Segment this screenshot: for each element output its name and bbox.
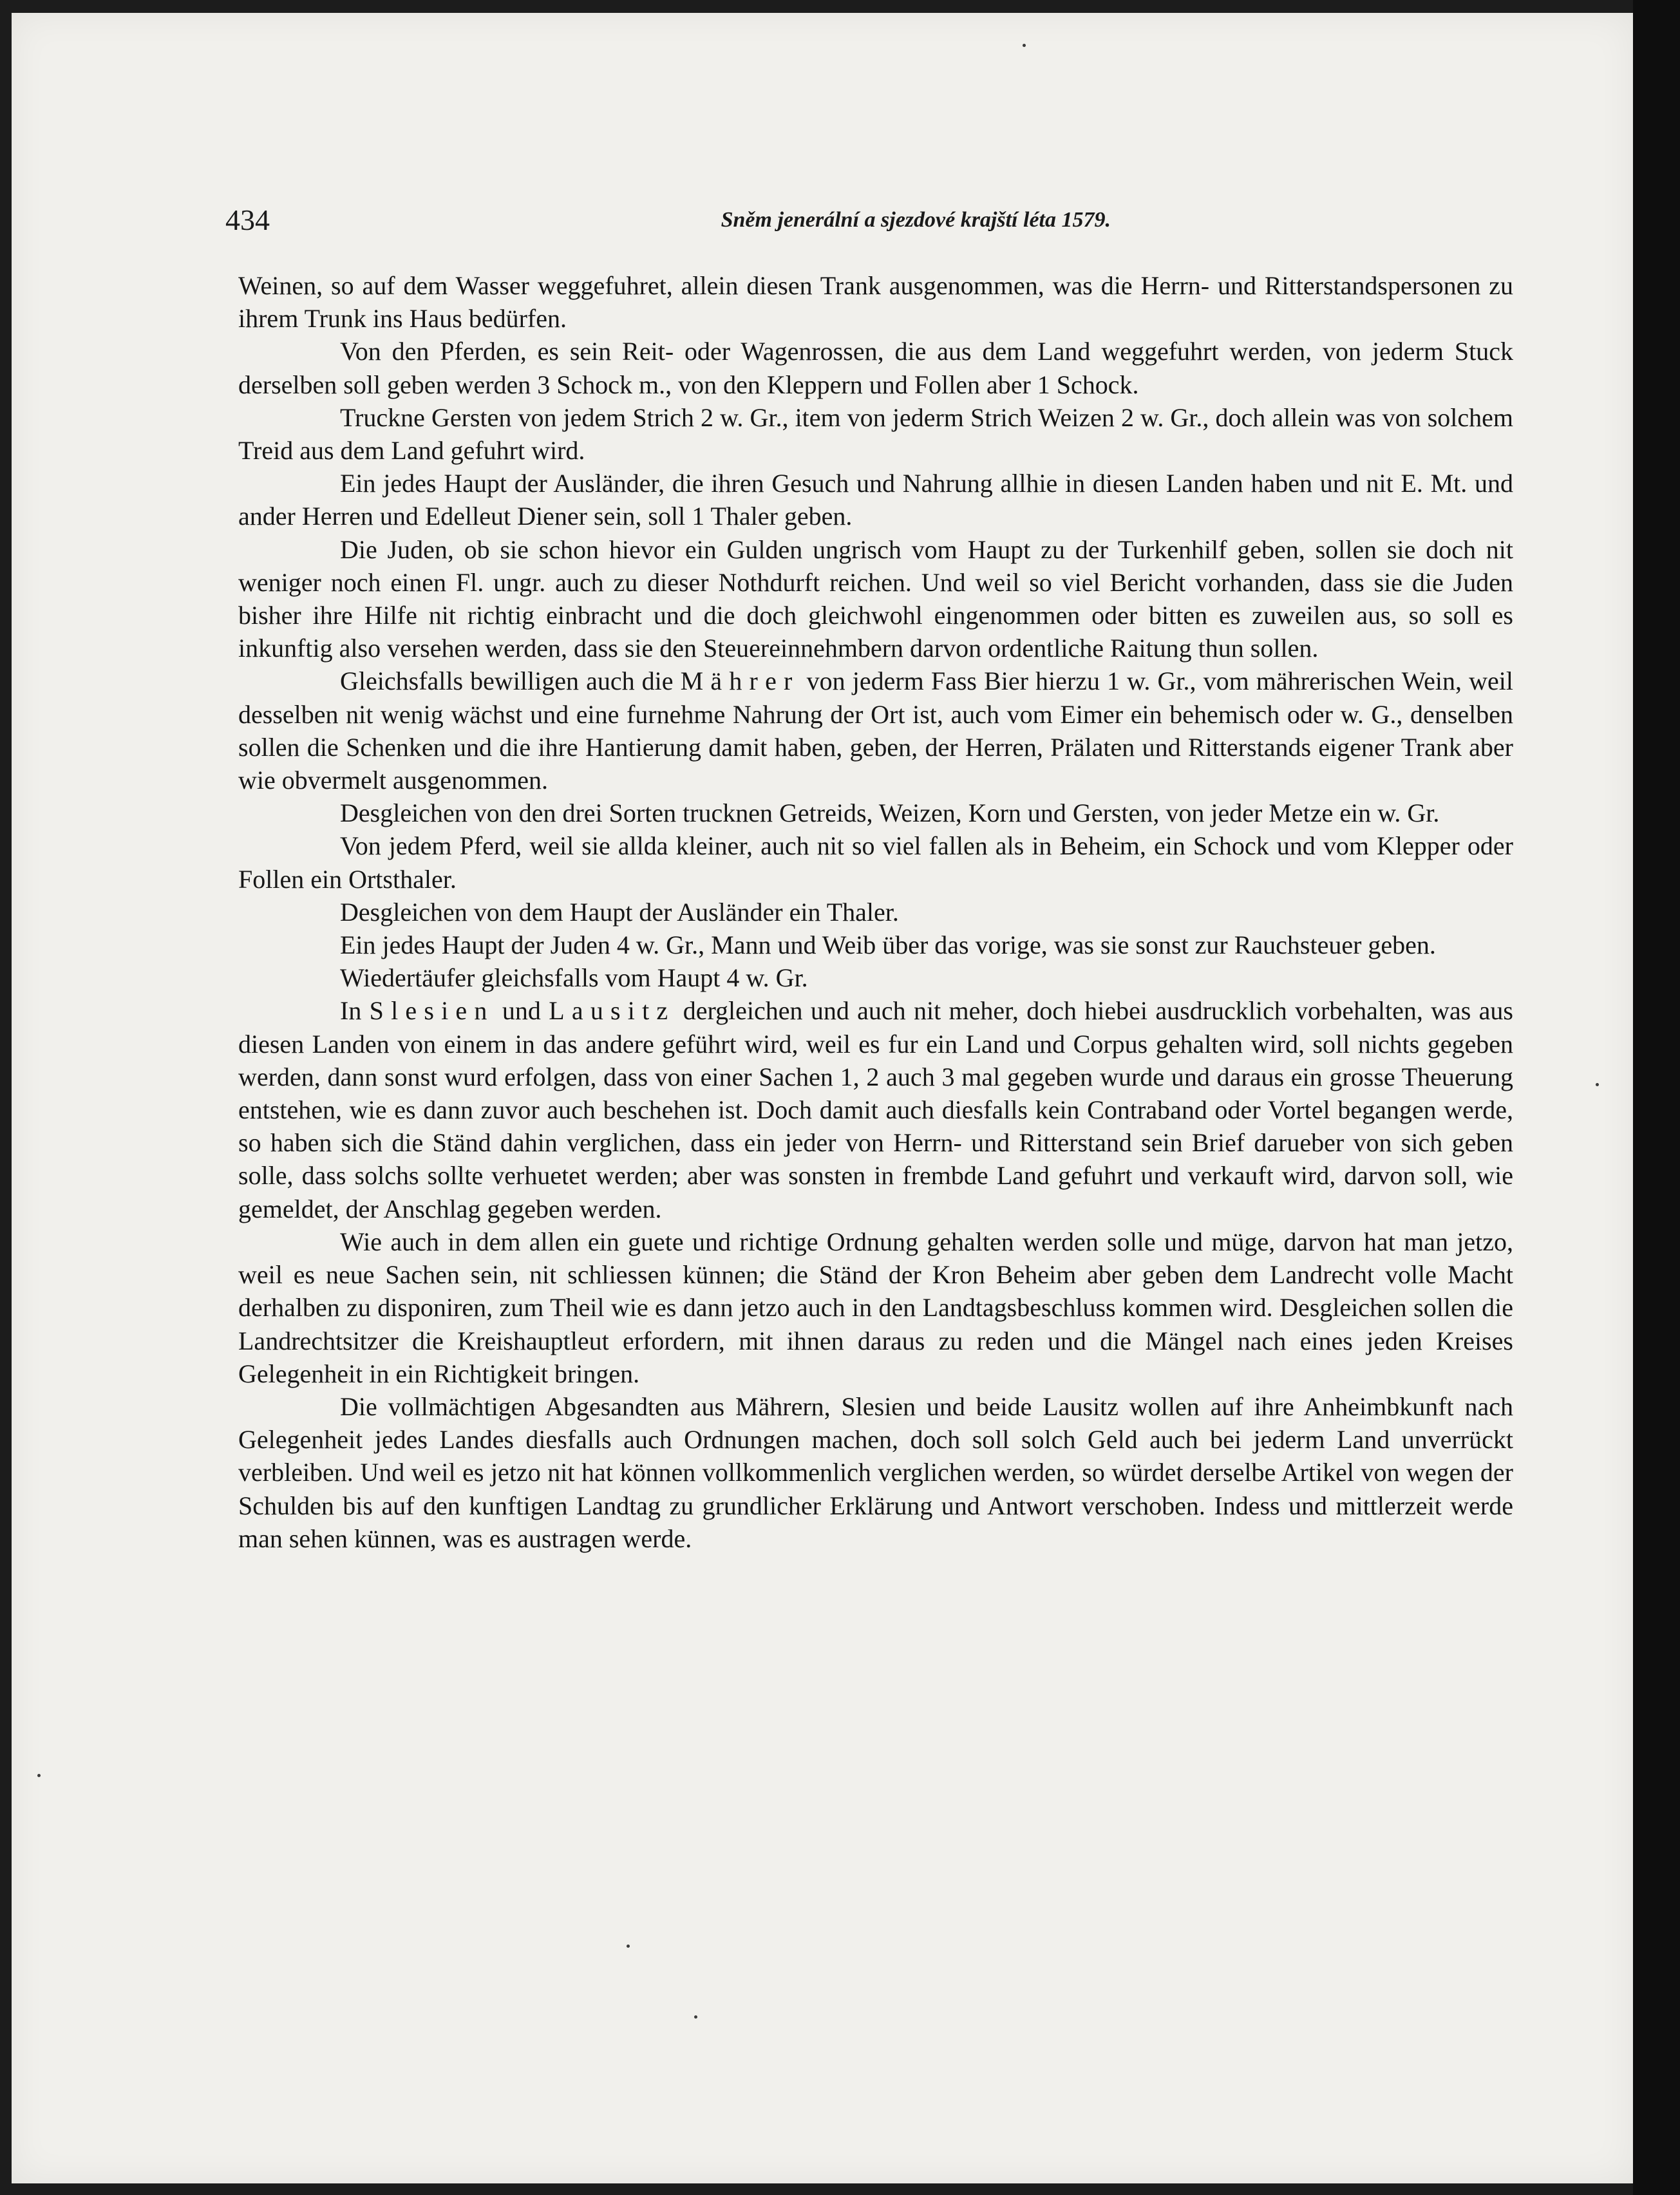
text-run: Desgleichen von den drei Sorten trucknen Getreids, Weizen, Korn und Gersten, von jeder Metze ein w. Gr.: [340, 798, 1440, 828]
text-run: Von den Pferden, es sein Reit- oder Wagenrossen, die aus dem Land weggefuhrt werden, von jederm Stuck derselben soll geben werden 3 Schock m., von den Kleppern und Follen aber 1 Schock.: [238, 337, 1513, 399]
text-run: Die vollmächtigen Abgesandten aus Mährern, Slesien und beide Lausitz wollen auf ihre Anheimbkunft nach Gelegenheit jedes Landes diesfalls auch Ordnungen machen, doch soll solch Geld auch bei jederm Land unverrückt verbleiben. Und weil es jetzo nit hat können vollkommenlich verglichen werden, so würdet derselbe Artikel von wegen der Schulden bis auf den kunftigen Landtag zu grundlicher Erklärung und Antwort verschoben. Indess und mittlerzeit werde man sehen künnen, was es austragen werde.: [238, 1391, 1513, 1553]
paragraph: [238, 269, 1513, 335]
text-run: von jederm Fass Bier hierzu 1 w. Gr., vom mährerischen Wein, weil desselben nit wenig wächst und eine furnehme Nahrung der Ort ist, auch vom Eimer ein behemisch oder w. G., denselben sollen die Schenken und die ihre Hantierung damit haben, geben, der Herren, Prälaten und Ritterstands eigener Trank aber wie obvermelt ausgenommen.: [238, 666, 1513, 795]
paragraph: [238, 335, 1513, 400]
scan-speck: [37, 1774, 41, 1777]
paragraph: [238, 796, 1513, 829]
paragraph: [238, 1225, 1513, 1390]
text-run: Von jedem Pferd, weil sie allda kleiner, auch nit so viel fallen als in Beheim, ein Schock und vom Klepper oder Follen ein Ortsthaler.: [238, 831, 1513, 894]
text-run: In: [340, 996, 370, 1026]
text-run: Desgleichen von dem Haupt der Ausländer ein Thaler.: [340, 897, 899, 927]
text-run: Weinen, so auf dem Wasser weggefuhret, allein diesen Trank ausgenommen, was die Herrn- und Ritterstandspersonen zu ihrem Trunk ins Haus bedürfen.: [238, 271, 1513, 334]
scan-dark-edge: [1633, 0, 1680, 2195]
paragraph: [238, 533, 1513, 665]
paragraph: [238, 994, 1513, 1225]
paragraph: [238, 664, 1513, 796]
page-number: 434: [225, 203, 270, 236]
paragraph: [238, 961, 1513, 994]
scan-speck: [627, 1945, 630, 1948]
text-run: Die Juden, ob sie schon hievor ein Gulden ungrisch vom Haupt zu der Turkenhilf geben, sollen sie doch nit weniger noch einen Fl. ungr. auch zu dieser Nothdurft reichen. Und weil so viel Bericht vorhanden, dass sie die Juden bisher ihre Hilfe nit richtig einbracht und die doch gleichwohl eingenommen oder bitten es zuweilen aus, so soll es inkunftig also versehen werden, dass sie den Steuereinnehmbern darvon ordentliche Raitung thun sollen.: [238, 534, 1513, 663]
spaced-emphasis: Mährer: [680, 666, 800, 696]
text-run: Gleichsfalls bewilligen auch die: [340, 666, 681, 696]
text-run: Truckne Gersten von jedem Strich 2 w. Gr., item von jederm Strich Weizen 2 w. Gr., doch allein was von solchem Treid aus dem Land gefuhrt wird.: [238, 402, 1513, 466]
paragraph: [238, 1390, 1513, 1555]
scan-speck: [1596, 1083, 1599, 1086]
running-head: [225, 201, 1111, 240]
text-run: und: [494, 996, 549, 1026]
scan-speck: [1023, 44, 1026, 47]
running-title: Sněm jenerální a sjezdové krajští léta 1579.: [721, 208, 1111, 232]
text-run: dergleichen und auch nit meher, doch hiebei ausdrucklich vorbehalten, was aus diesen Landen von einem in das andere geführt wird, weil es fur ein Land und Corpus gehalten wird, soll nichts gegeben werden, dann sonst wurd erfolgen, dass von einer Sachen 1, 2 auch 3 mal gegeben wurde und daraus ein grosse Theuerung entstehen, wie es dann zuvor auch beschehen ist. Doch damit auch diesfalls kein Contraband oder Vortel begangen werde, so haben sich die Ständ dahin verglichen, dass ein jeder von Herrn- und Ritterstand sein Brief darueber von sich geben solle, dass solchs sollte verhuetet werden; aber was sonsten in frembde Land gefuhrt und verkauft wird, darvon soll, wie gemeldet, der Anschlag gegeben werden.: [238, 996, 1513, 1223]
paragraph: [238, 401, 1513, 467]
text-run: Ein jedes Haupt der Ausländer, die ihren Gesuch und Nahrung allhie in diesen Landen haben und nit E. Mt. und ander Herren und Edelleut Diener sein, soll 1 Thaler geben.: [238, 469, 1513, 531]
spaced-emphasis: Slesien: [369, 996, 495, 1026]
paragraph: [238, 829, 1513, 895]
spaced-emphasis: Lausitz: [549, 996, 675, 1026]
text-run: Ein jedes Haupt der Juden 4 w. Gr., Mann und Weib über das vorige, was sie sonst zur Rauchsteuer geben.: [340, 930, 1436, 960]
paragraph: [238, 928, 1513, 961]
text-run: Wiedertäufer gleichsfalls vom Haupt 4 w. Gr.: [340, 963, 808, 993]
scan-speck: [694, 2015, 697, 2019]
paragraph: [238, 467, 1513, 532]
paragraph: [238, 896, 1513, 928]
body-text: [238, 269, 1513, 1555]
text-run: Wie auch in dem allen ein guete und richtige Ordnung gehalten werden solle und müge, darvon hat man jetzo, weil es neue Sachen sein, nit schliessen künnen; die Ständ der Kron Beheim aber geben dem Landrecht volle Macht derhalben zu disponiren, zum Theil wie es dann jetzo auch in den Landtagsbeschluss kommen wird. Desgleichen sollen die Landrechtsitzer die Kreishauptleut erfordern, mit ihnen daraus zu reden und die Mängel nach eines jeden Kreises Gelegenheit in ein Richtigkeit bringen.: [238, 1227, 1513, 1388]
